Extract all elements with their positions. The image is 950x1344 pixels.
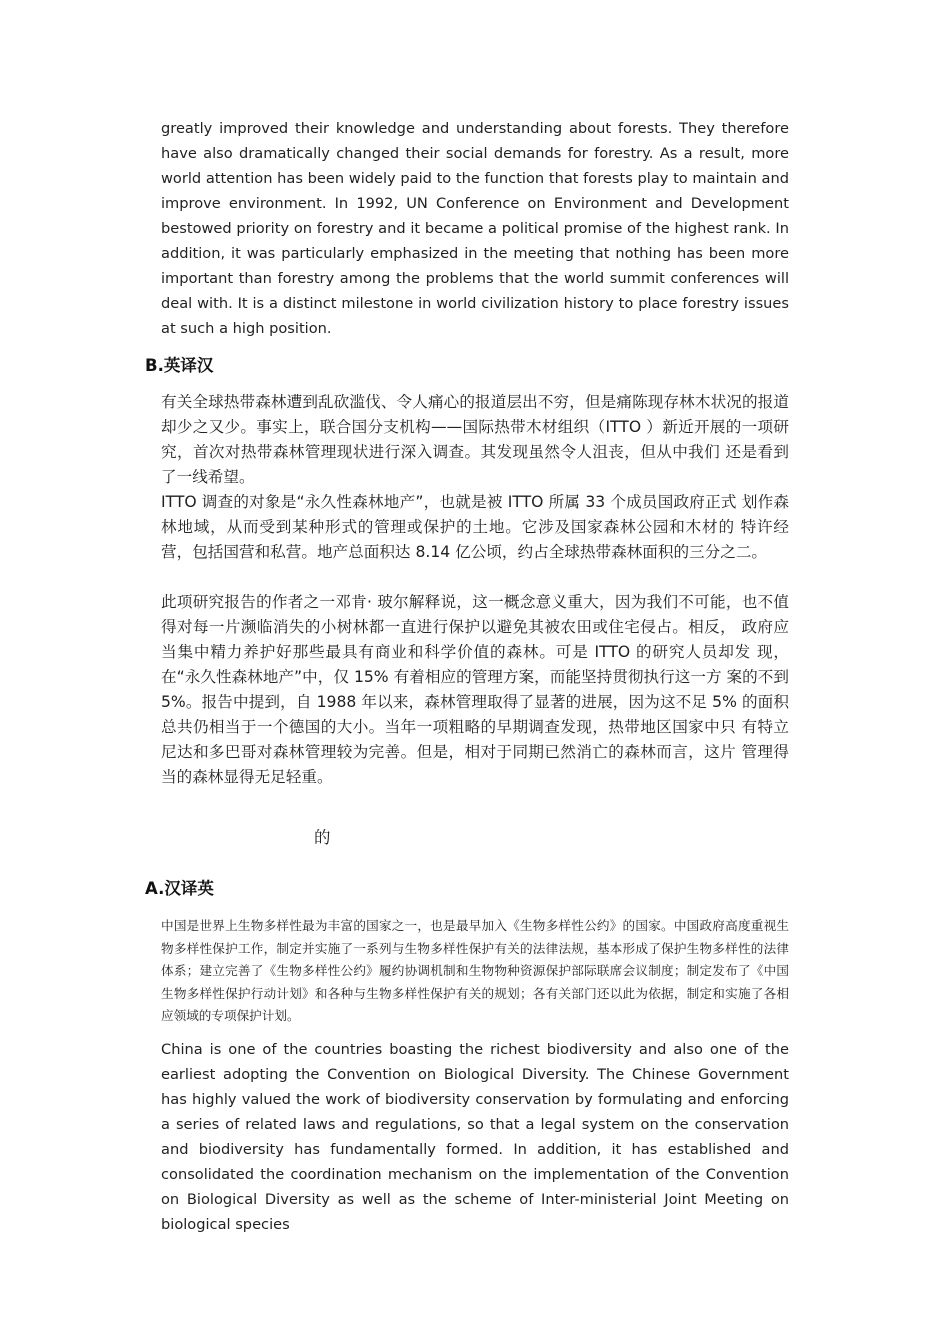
paragraph-zh-source: 中国是世界上生物多样性最为丰富的国家之一，也是最早加入《生物多样性公约》的国家。中国政府高度重视生物多样性保护工作，制定并实施了一系列与生物多样性保护有关的法律法规，基本形成了保护生物多样性的法律体系；建立完善了《生物多样性公约》履约协调机制和生物物种资源保护部际联席会议制度；制定发布了《中国生物多样性保护行动计划》和各种与生物多样性保护有关的规划；各有关部门还以此为依据，制定和实施了各相应领域的专项保护计划。 [161,918,789,1023]
section-heading-a: A.汉译英 [145,879,214,898]
paragraph-zh-2: ITTO 调查的对象是“永久性森林地产”，也就是被 ITTO 所属 33 个成员国政府正式 划作森林地域，从而受到某种形式的管理或保护的土地。它涉及国家森林公园和木材的 特许经营，包括国营和私营。地产总面积达 8.14 亿公顷，约占全球热带森林面积的三分之二。 [161,493,789,561]
paragraph-zh-1: 有关全球热带森林遭到乱砍滥伐、令人痛心的报道层出不穷，但是痛陈现存林木状况的报道却少之又少。事实上，联合国分支机构——国际热带木材组织（ITTO ）新近开展的一项研究，首次对热带森林管理现状进行深入调查。其发现虽然令人沮丧，但从中我们 还是看到了一线希望。 [161,393,789,486]
paragraph-zh-3: 此项研究报告的作者之一邓肯· 玻尔解释说，这一概念意义重大，因为我们不可能，也不值得对每一片濒临消失的小树林都一直进行保护以避免其被农田或住宅侵占。相反， 政府应当集中精力养护好那些最具有商业和科学价值的森林。可是 ITTO 的研究人员却发 现，在“永久性森林地产”中，仅 15% 有着相应的管理方案，而能坚持贯彻执行这一方 案的不到 5%。报告中提到，自 1988 年以来，森林管理取得了显著的进展，因为这不足 5% 的面积总共仍相当于一个德国的大小。当年一项粗略的早期调查发现，热带地区国家中只 有特立尼达和多巴哥对森林管理较为完善。但是，相对于同期已然消亡的森林而言，这片 管理得当的森林显得无足轻重。 [161,593,789,786]
stray-character: 的 [314,828,331,847]
section-heading-b: B.英译汉 [145,356,214,375]
paragraph-en-intro: greatly improved their knowledge and understanding about forests. They therefore have also dramatically changed their social demands for forestry. As a result, more world attention has been widely paid to the function that forests play to maintain and improve environment. In 1992, UN Conference on Environment and Development bestowed priority on forestry and it became a political promise of the highest rank. In addition, it was particularly emphasized in the meeting that nothing has been more important than forestry among the problems that the world summit conferences will deal with. It is a distinct milestone in world civilization history to place forestry issues at such a high position. [161,120,789,337]
paragraph-en-translation: China is one of the countries boasting the richest biodiversity and also one of the earliest adopting the Convention on Biological Diversity. The Chinese Government has highly valued the work of biodiversity conservation by formulating and enforcing a series of related laws and regulations, so that a legal system on the conservation and biodiversity has fundamentally formed. In addition, it has established and consolidated the coordination mechanism on the implementation of the Convention on Biological Diversity as well as the scheme of Inter-ministerial Joint Meeting on biological species [161,1041,789,1233]
